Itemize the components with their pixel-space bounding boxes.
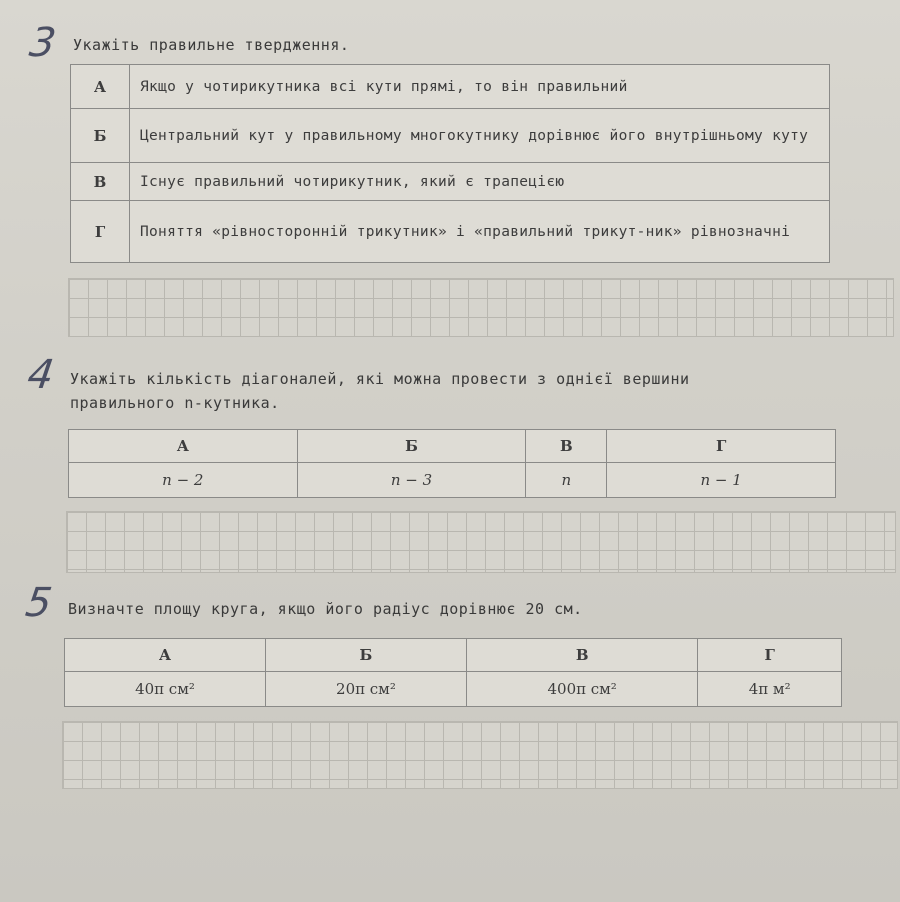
- question-4-number: 4: [24, 352, 57, 398]
- question-5-text: Визначте площу круга, якщо його радіус дорівнює 20 см.: [68, 600, 583, 618]
- option-letter: А: [71, 65, 130, 109]
- option-value: n − 1: [607, 463, 836, 498]
- option-value: n − 3: [297, 463, 526, 498]
- option-letter: Б: [71, 109, 130, 163]
- question-4-text-line1: Укажіть кількість діагоналей, які можна провести з однієї вершини: [70, 370, 690, 388]
- question-3-answer-grid[interactable]: [68, 278, 894, 337]
- option-text: Центральний кут у правильному многокутнику дорівнює його внутрішньому куту: [130, 109, 830, 163]
- option-row: [71, 65, 830, 109]
- question-5-options-table: [64, 638, 842, 707]
- option-row: [71, 109, 830, 163]
- option-value: 40π см²: [65, 672, 266, 707]
- option-letter: В: [526, 430, 607, 463]
- option-letter: В: [71, 163, 130, 201]
- question-5-answer-grid[interactable]: [62, 721, 898, 789]
- option-value-row: [69, 463, 836, 498]
- option-letter: Г: [71, 201, 130, 263]
- option-value: 400π см²: [466, 672, 698, 707]
- option-value: n: [526, 463, 607, 498]
- option-row: [71, 163, 830, 201]
- option-text: Якщо у чотирикутника всі кути прямі, то він правильний: [130, 65, 830, 109]
- option-value: 20π см²: [265, 672, 466, 707]
- question-3-number: 3: [26, 20, 59, 66]
- option-value-row: [65, 672, 842, 707]
- option-text: Існує правильний чотирикутник, який є трапецією: [130, 163, 830, 201]
- option-letter: А: [65, 639, 266, 672]
- question-3-text: Укажіть правильне твердження.: [73, 36, 350, 54]
- option-header-row: [65, 639, 842, 672]
- option-value: 4π м²: [698, 672, 842, 707]
- option-letter: Г: [698, 639, 842, 672]
- question-4-text-line2: правильного n-кутника.: [70, 394, 280, 412]
- option-text: Поняття «рівносторонній трикутник» і «правильний трикут-ник» рівнозначні: [130, 201, 830, 263]
- option-letter: Г: [607, 430, 836, 463]
- option-header-row: [69, 430, 836, 463]
- question-4-options-table: [68, 429, 836, 498]
- option-row: [71, 201, 830, 263]
- option-letter: Б: [297, 430, 526, 463]
- question-5-number: 5: [22, 580, 55, 626]
- option-letter: В: [466, 639, 698, 672]
- option-letter: Б: [265, 639, 466, 672]
- question-4-answer-grid[interactable]: [66, 511, 896, 573]
- option-letter: А: [69, 430, 298, 463]
- option-value: n − 2: [69, 463, 298, 498]
- question-3-options-table: [70, 64, 830, 263]
